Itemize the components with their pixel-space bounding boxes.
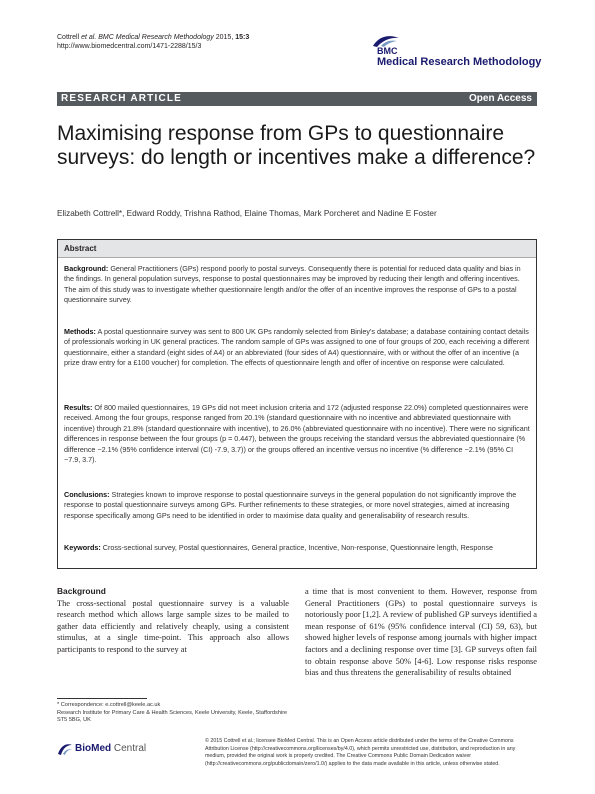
- keywords-text: Cross-sectional survey, Postal questionnaires, General practice, Incentive, Non-response, Questionnaire length, Response: [100, 543, 493, 552]
- paper-title: Maximising response from GPs to questionnaire surveys: do length or incentives make a difference?: [57, 122, 536, 169]
- footnote-divider: [57, 698, 147, 699]
- methods-label: Methods:: [64, 327, 96, 336]
- open-access-label: Open Access: [469, 93, 532, 104]
- correspondence-footnote: [57, 702, 289, 725]
- cite-journal: et al. BMC Medical Research Methodology: [81, 34, 214, 41]
- abstract-results: [64, 403, 530, 465]
- biomed-swoosh-icon: [57, 742, 73, 756]
- article-type-label: RESEARCH ARTICLE: [61, 93, 183, 104]
- affiliation-text: Research Institute for Primary Care & Health Sciences, Keele University, Keele, Staffordshire ST5 5BG, UK: [57, 709, 288, 724]
- logo-bmc-text: BMC: [377, 46, 398, 56]
- body-paragraph: The cross-sectional postal questionnaire survey is a valuable research method which allows large sample sizes to be mailed to gather data efficiently and relatively cheaply, using a consistent stimulus, at a single time-point. This approach also allows participants to respond to the survey at: [57, 598, 289, 654]
- body-paragraph: a time that is most convenient to them. However, response from General Practitioners (GPs) to postal questionnaire surveys is notoriously poor [1,2]. A review of published GP surveys identified a mean response of 61% (95% confidence interval (CI) 59, 63), but showed higher levels of response among journals with higher impact factors and a declining response over time [3]. GP surveys often fail to obtain response above 50% [4-6]. Low response risks response bias and thus threatens the generalisability of results obtained: [305, 587, 537, 678]
- abstract-conclusions: [64, 490, 530, 521]
- background-label: Background:: [64, 264, 109, 273]
- body-column-right: [305, 586, 537, 679]
- background-text: General Practitioners (GPs) respond poorly to postal surveys. Consequently there is potential for reduced data quality and bias in the findings. In general population surveys, response to postal questionnaires may be improved by reducing their length and offering incentives. The aim of this study was to investigate whether questionnaire length and/or the offer of an incentive improves the response of GPs to a postal questionnaire survey.: [64, 264, 521, 305]
- cite-year: 2015,: [213, 34, 236, 41]
- keywords-label: Keywords:: [64, 543, 101, 552]
- section-heading-background: Background: [57, 586, 106, 596]
- abstract-header: [58, 240, 536, 258]
- cite-volume: 15:3: [235, 34, 250, 41]
- brand-biomed: BioMed: [75, 743, 112, 754]
- bmc-journal-logo: [371, 28, 541, 78]
- biomed-central-logo: [57, 741, 187, 759]
- article-type-banner: [57, 92, 537, 106]
- brand-central: Central: [111, 743, 147, 754]
- abstract-methods: [64, 327, 530, 369]
- correspondence-email: * Correspondence: e.cottrell@keele.ac.uk: [57, 702, 161, 708]
- license-text: © 2015 Cottrell et al.; licensee BioMed Central. This is an Open Access article distributed under the terms of the Creative Commons Attribution License (http://creativecommons.org/licenses/by/4.0), which permits unrestricted use, distribution, and reproduction in any medium, provided the original work is properly credited. The Creative Commons Public Domain Dedication waiver (http://creativecommons.org/publicdomain/zero/1.0/) applies to the data made available in this article, unless otherwise stated.: [205, 738, 516, 767]
- logo-journal-name: Medical Research Methodology: [377, 56, 542, 68]
- abstract-background: [64, 264, 530, 306]
- body-column-left: [57, 586, 289, 656]
- abstract-box: [57, 239, 537, 569]
- conclusions-text: Strategies known to improve response to postal questionnaire surveys in the general population do not significantly improve the response to postal questionnaire surveys among GPs. Further refinements to these strategies, or more novel strategies, aimed at increasing response specifically among GPs need to be identified in order to maximise data quality and generalisability of research results.: [64, 490, 517, 520]
- author-list: Elizabeth Cottrell*, Edward Roddy, Trishna Rathod, Elaine Thomas, Mark Porcheret and Nadine E Foster: [57, 209, 437, 218]
- abstract-heading: Abstract: [64, 244, 97, 253]
- results-label: Results:: [64, 403, 93, 412]
- cite-author: Cottrell: [57, 34, 82, 41]
- methods-text: A postal questionnaire survey was sent to 800 UK GPs randomly selected from Binley's database; a database containing contact details of professionals working in UK general practices. The random sample of GPs was assigned to one of four groups of 200, each receiving a different questionnaire, either a standard (eight sides of A4) or an abbreviated (four sides of A4) questionnaire, with or without the offer of an incentive (a prize draw entry for a £100 voucher) for completion. The effects of questionnaire length and offer of incentive on response were calculated.: [64, 327, 530, 368]
- conclusions-label: Conclusions:: [64, 490, 110, 499]
- article-url[interactable]: http://www.biomedcentral.com/1471-2288/15/3: [57, 43, 202, 50]
- results-text: Of 800 mailed questionnaires, 19 GPs did not meet inclusion criteria and 172 (adjusted response 22.0%) completed questionnaires were received. Among the four groups, response ranged from 20.1% (standard questionnaire with no incentive and abbreviated questionnaire with incentive) through 21.8% (standard questionnaire with incentive), to 26.0% (abbreviated questionnaire with no incentive). There were no significant differences in response between the four groups (p = 0.447), between the groups receiving the standard versus the abbreviated questionnaire (% difference −2.1% (95% confidence interval (CI) -7.9, 3.7)) or the groups offered an incentive versus no incentive (% difference −2.1% (95% CI −7.9, 3.7).: [64, 403, 530, 465]
- abstract-keywords: [64, 543, 530, 553]
- journal-citation: [57, 33, 249, 51]
